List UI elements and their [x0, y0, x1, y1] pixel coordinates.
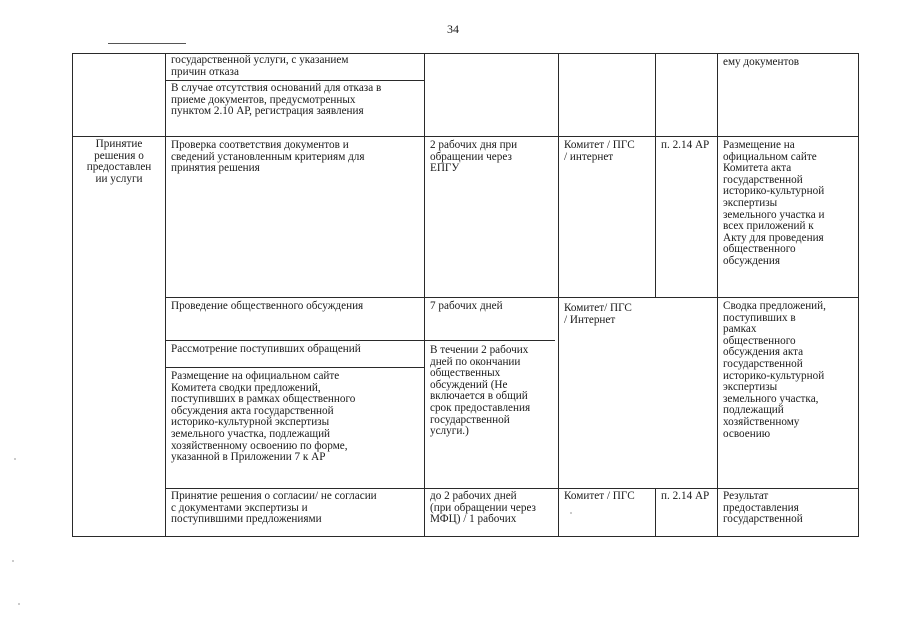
public-discussion-term: 7 рабочих дней [430, 300, 503, 312]
public-discussion-action: Проведение общественного обсуждения [171, 300, 364, 312]
review-appeals-term: В течении 2 рабочих дней по окончании общественных обсуждений (Не включается в общий срок предоставления государственной услуги.) [430, 344, 531, 438]
decision-executor: Комитет / ПГС [564, 490, 635, 502]
row1-result-text: ему документов [723, 56, 800, 68]
public-discussion-result: Сводка предложений, поступивших в рамках общественного обсуждения акта государственной историко-культурной экспертизы земельного участка, подлежащий хозяйственному освоению [723, 300, 826, 440]
decision-action: Принятие решения о согласии/ не согласии с документами экспертизы и поступившими предложениями [171, 490, 377, 526]
scan-speck [14, 458, 16, 460]
check-docs-term: 2 рабочих дня при обращении через ЕПГУ [430, 139, 518, 175]
page-number: 34 [447, 22, 459, 36]
row1-action-text: государственной услуги, с указанием причин отказа [171, 54, 349, 78]
footnote-stub-line [108, 43, 186, 44]
check-docs-result: Размещение на официальном сайте Комитета акта государственной историко-культурной экспертизы земельного участка и всех приложений к Акту для проведения общественного обсуждения [723, 139, 825, 267]
review-appeals-action: Рассмотрение поступивших обращений [171, 343, 361, 355]
public-discussion-executor: Комитет/ ПГС / Интернет [564, 302, 632, 326]
row1-registration-text: В случае отсутствия оснований для отказа в приеме документов, предусмотренных пунктом 2.10 АР, регистрация заявления [171, 82, 382, 118]
check-docs-basis: п. 2.14 АР [661, 139, 710, 151]
scan-speck [12, 560, 14, 562]
scan-speck [18, 603, 20, 605]
stage-title: Принятие решения о предоставлен ии услуги [86, 139, 152, 185]
decision-term: до 2 рабочих дней (при обращении через МФЦ) / 1 рабочих [430, 490, 536, 526]
publish-summary-action: Размещение на официальном сайте Комитета сводки предложений, поступивших в рамках общественного обсуждения акта государственной историко-культурной экспертизы земельного участка, подлежащий хозяйственному освоению по форме, указанной в Приложении 7 к АР [171, 370, 356, 464]
scan-speck [570, 512, 572, 514]
check-docs-action: Проверка соответствия документов и сведений установленным критериям для принятия решения [171, 139, 365, 175]
check-docs-executor: Комитет / ПГС / интернет [564, 139, 635, 163]
decision-basis: п. 2.14 АР [661, 490, 710, 502]
decision-result: Результат предоставления государственной [723, 490, 803, 526]
